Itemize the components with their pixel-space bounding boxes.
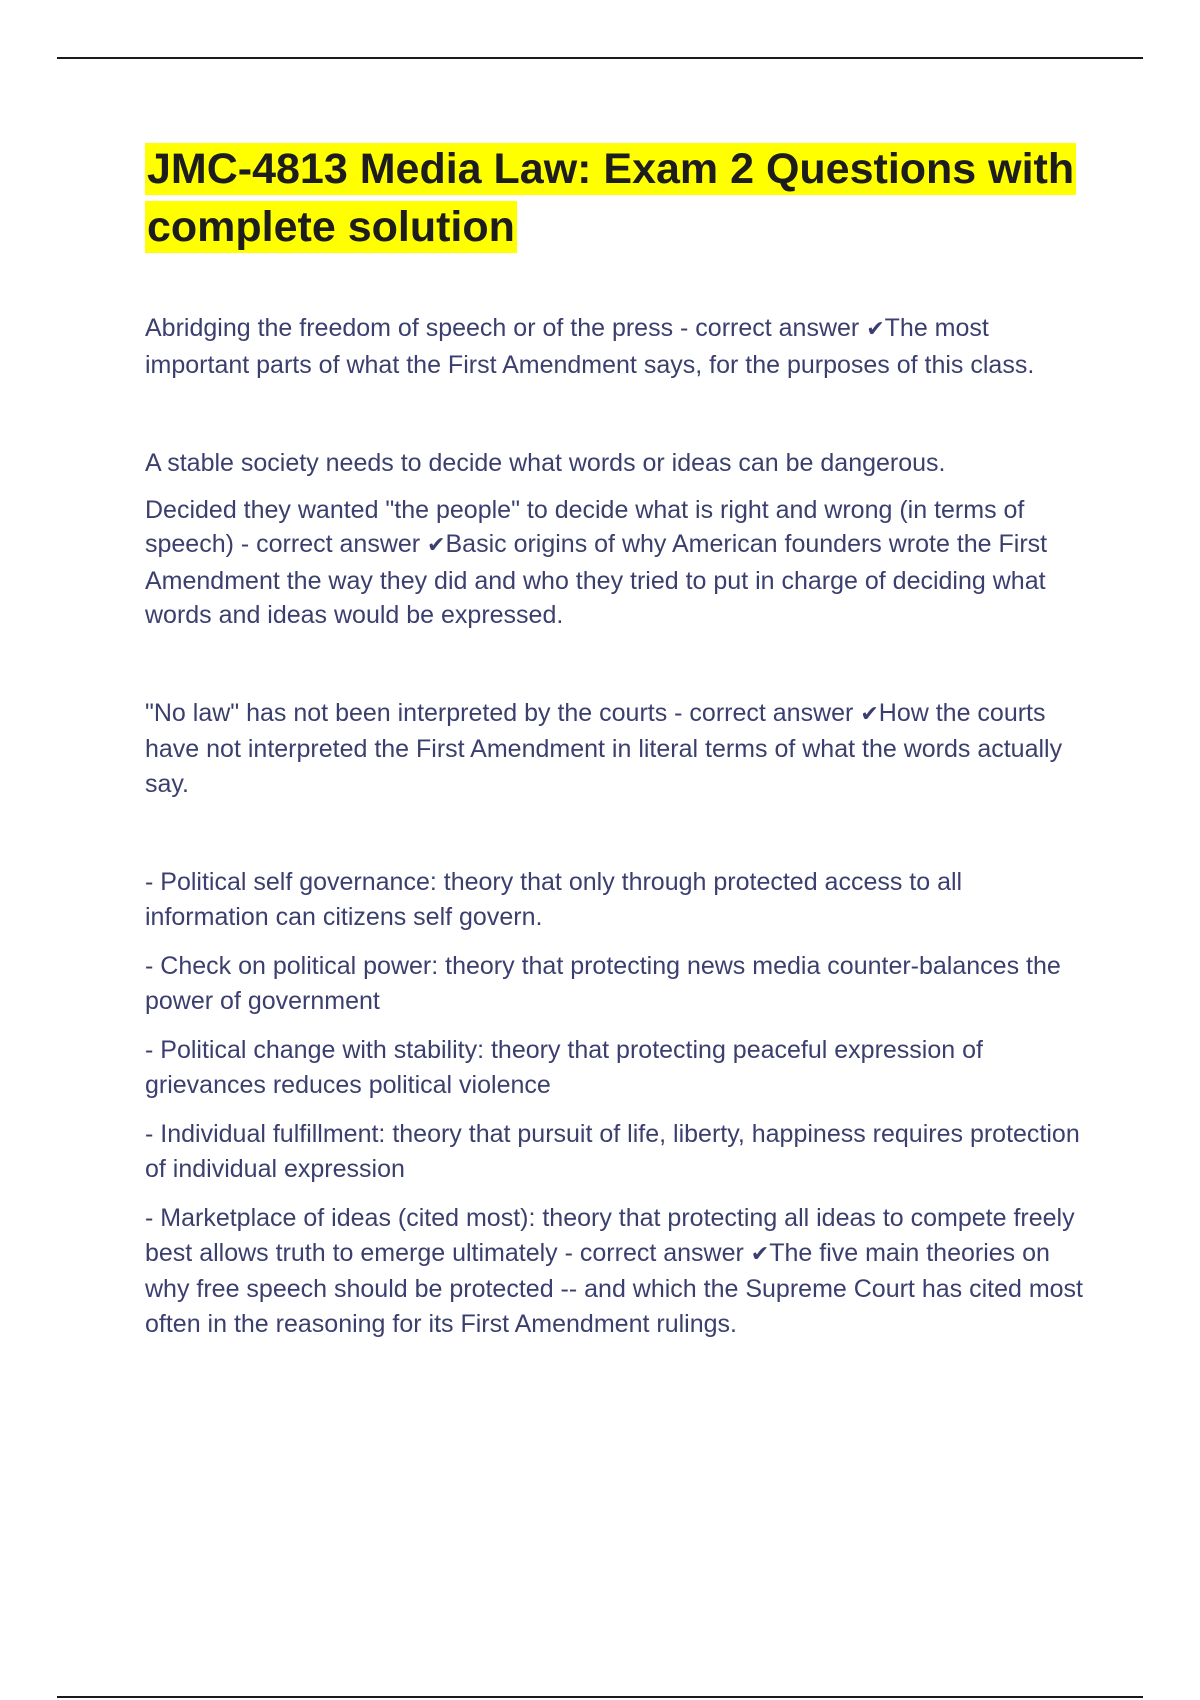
document-body: [145, 140, 1090, 1341]
qa-item-marketplace-of-ideas: [145, 1201, 1090, 1341]
theory-self-governance: - Political self governance: theory that only through protected access to all information can citizens self govern.: [145, 868, 963, 931]
bottom-rule: [57, 1696, 1143, 1698]
top-rule: [57, 57, 1143, 59]
answer-text: How the courts have not interpreted the First Amendment in literal terms of what the words actually say.: [145, 698, 1063, 798]
check-mark-icon: ✔: [750, 1241, 770, 1267]
qa-item-abridging: [145, 311, 1090, 382]
qa-item-no-law: [145, 696, 1090, 802]
qa-item-the-people: [145, 493, 1090, 633]
check-mark-icon: ✔: [860, 701, 879, 727]
answer-text: The five main theories on why free speech should be protected -- and which the Supreme Court has cited most often in the reasoning for its First Amendment rulings.: [145, 1238, 1084, 1338]
check-mark-icon: ✔: [427, 533, 446, 558]
theory-change-with-stability: - Political change with stability: theory that protecting peaceful expression of grievances reduces political violence: [145, 1036, 983, 1099]
theory-check-on-power: - Check on political power: theory that protecting news media counter-balances the power of government: [145, 952, 1061, 1015]
question-text: - Marketplace of ideas (cited most): theory that protecting all ideas to compete freely best allows truth to emerge ultimately - correct answer: [145, 1204, 1075, 1267]
theory-individual-fulfillment: - Individual fulfillment: theory that pursuit of life, liberty, happiness requires protection of individual expression: [145, 1120, 1080, 1183]
document-title: [145, 140, 1090, 256]
title-highlight: JMC-4813 Media Law: Exam 2 Questions with complete solution: [147, 145, 1075, 251]
check-mark-icon: ✔: [866, 317, 885, 342]
question-text: Abridging the freedom of speech or of the press - correct answer: [145, 314, 867, 342]
question-text: Decided they wanted "the people" to decide what is right and wrong (in terms of speech) - correct answer: [145, 495, 1025, 558]
question-text: "No law" has not been interpreted by the courts - correct answer: [145, 698, 861, 727]
answer-text: The most important parts of what the First Amendment says, for the purposes of this class.: [145, 314, 1035, 379]
statement-stable-society: A stable society needs to decide what words or ideas can be dangerous.: [145, 449, 946, 477]
answer-text: Basic origins of why American founders wrote the First Amendment the way they did and who they tried to put in charge of deciding what words and ideas would be expressed.: [145, 530, 1048, 629]
